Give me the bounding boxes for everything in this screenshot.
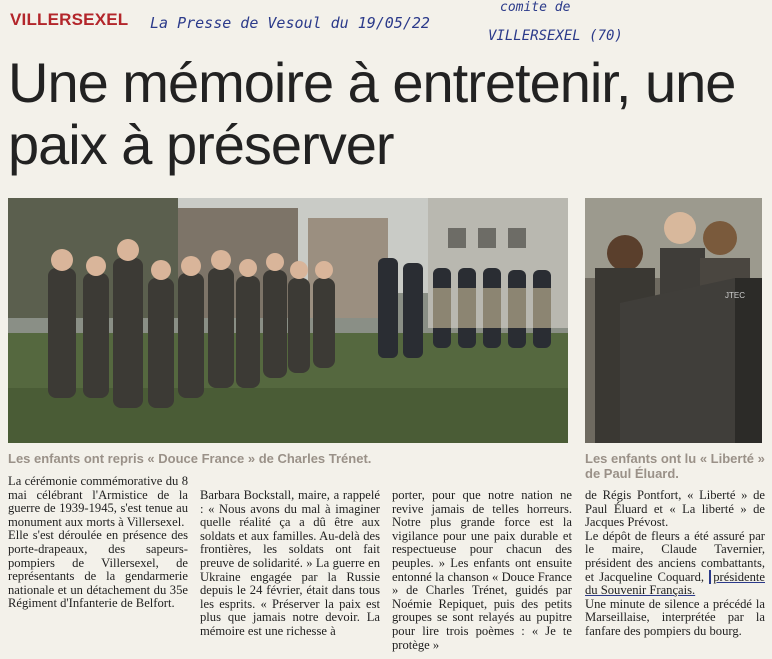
handwritten-club-note: VILLERSEXEL (70) [488, 28, 623, 44]
reading-photo-illustration [585, 198, 762, 443]
article-paragraph: Une minute de silence a précédé la Marseillaise, interprétée par la fanfare des pompiers du bourg. [585, 596, 765, 638]
article-column-2 [200, 489, 380, 639]
article-paragraph: Elle s'est déroulée en présence des porte-drapeaux, des sapeurs-pompiers de Villersexel, de représentants de la gendarmerie nationale et un détachement du 35e Régiment d'Infanterie de Belfort. [8, 528, 188, 611]
article-paragraph: Barbara Bockstall, maire, a rappelé : « Nous avons du mal à imaginer quelle réalité ça a dû être aux soldats et aux familles. Au-delà des frontières, les soldats ont fait preuve de solidarité. » La guerre en Ukraine engagée par la Russie depuis le 24 février, était dans tous les esprits. « Préserver la paix est plus que jamais notre devoir. La mémoire est une richesse à [200, 488, 380, 638]
handwritten-source-note: La Presse de Vesoul du 19/05/22 [150, 14, 430, 32]
article-paragraph: porter, pour que notre nation ne revive jamais de telles horreurs. Notre plus grande force est la vigilance pour une paix durable et respectueuse pour chacun des peuples. » Les enfants ont ensuite entonné la chanson « Douce France » de Charles Trénet, guidés par Noémie Repiquet, puis des petits groupes se sont relayés au pupitre pour lire trois poèmes : « Je te protège » [392, 488, 572, 652]
side-photo-caption: Les enfants ont lu « Liberté » de Paul Éluard. [585, 451, 765, 481]
highlighted-text: présidente du Souvenir Français. [585, 569, 765, 598]
reading-photo [585, 198, 762, 443]
headline-line-2: paix à préserver [8, 113, 394, 176]
article-text: Le dépôt de fleurs a été assuré par le maire, Claude Tavernier, président des anciens combattants, et Jacqueline Coquard, [585, 528, 765, 584]
ceremony-photo [8, 198, 568, 443]
main-photo-caption: Les enfants ont repris « Douce France » de Charles Trénet. [8, 451, 372, 466]
article-paragraph: de Régis Pontfort, « Liberté » de Paul Éluard et « La liberté » de Jacques Prévost. [585, 488, 765, 530]
article-column-1 [8, 475, 188, 611]
article-column-4 [585, 489, 765, 639]
article-paragraph: La cérémonie commémorative du 8 mai célébrant l'Armistice de la guerre de 1939-1945, s'est tenue au monument aux morts à Villersexel. [8, 474, 188, 529]
lectern-logo: JTEC [725, 291, 745, 300]
ceremony-photo-illustration [8, 198, 568, 443]
headline-line-1: Une mémoire à entretenir, une [8, 51, 736, 114]
article-column-3 [392, 489, 572, 652]
article-paragraph [585, 530, 765, 598]
headline [8, 52, 768, 176]
handwritten-comite-note: comite de [500, 0, 571, 15]
section-label: VILLERSEXEL [10, 10, 129, 29]
